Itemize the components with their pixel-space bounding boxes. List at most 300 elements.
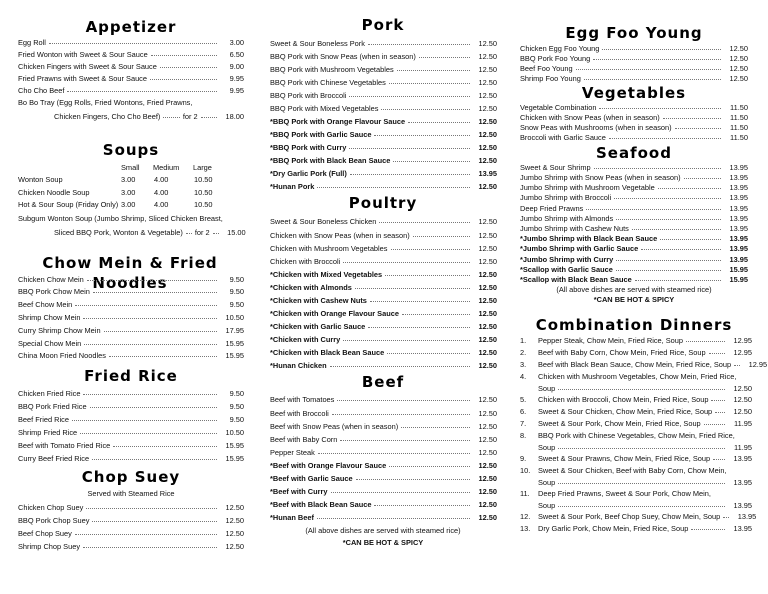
dot-leader	[385, 275, 470, 276]
item-name: Deep Fried Prawns	[520, 203, 584, 213]
menu-item	[270, 320, 497, 333]
menu-item	[270, 128, 497, 141]
menu-item	[18, 439, 244, 452]
menu-item	[18, 527, 244, 540]
item-name: Sweet & Sour Boneless Chicken	[270, 217, 377, 227]
menu-item	[520, 453, 752, 465]
item-name: Beef with Broccoli	[270, 408, 329, 418]
dot-leader	[413, 236, 470, 237]
dot-leader	[387, 353, 470, 354]
dot-leader	[713, 459, 725, 460]
item-name: *Chicken with Black Bean Sauce	[270, 348, 385, 358]
menu-item	[270, 281, 497, 294]
item-price: 12.50	[478, 348, 497, 358]
item-price: 15.95	[225, 440, 244, 450]
dot-leader	[331, 492, 471, 493]
dot-leader	[332, 414, 470, 415]
item-price: 12.50	[478, 309, 497, 319]
section-heading-combination: Combination Dinners	[535, 316, 733, 334]
item-name: Chicken with Snow Peas (when in season)	[520, 113, 660, 122]
dot-leader	[723, 517, 729, 518]
item-number: 3.	[520, 360, 527, 369]
menu-item	[270, 37, 497, 50]
soup-price: 4.00	[154, 187, 169, 197]
item-price: 12.50	[478, 408, 497, 418]
dot-leader	[356, 479, 470, 480]
item-price: 12.50	[225, 515, 244, 525]
item-price: 12.50	[478, 434, 497, 444]
item-number: 11.	[520, 489, 530, 498]
item-price: 11.50	[730, 133, 748, 142]
dot-leader	[368, 327, 470, 328]
item-list-friedrice	[18, 387, 244, 465]
item-name: Shrimp Chow Mein	[18, 312, 81, 322]
menu-item	[270, 229, 497, 242]
spicy-note: *CAN BE HOT & SPICY	[593, 295, 675, 304]
dot-leader	[576, 69, 721, 70]
item-name: *Scallop with Black Bean Sauce	[520, 274, 632, 284]
item-price: 13.95	[729, 254, 748, 264]
item-price: 12.50	[729, 74, 748, 83]
item-name: Jumbo Shrimp with Snow Peas (when in season)	[520, 173, 681, 183]
dot-leader	[87, 280, 217, 281]
item-name: *Jumbo Shrimp with Curry	[520, 254, 614, 264]
menu-item	[520, 103, 748, 113]
item-price: 12.50	[478, 77, 497, 87]
menu-item	[270, 307, 497, 320]
item-price: 15.95	[225, 453, 244, 463]
item-number: 10.	[520, 466, 531, 475]
item-price: 13.95	[729, 224, 748, 234]
item-name: Fried Prawns with Sweet & Sour Sauce	[18, 74, 147, 83]
dot-leader	[370, 301, 470, 302]
menu-item	[270, 268, 497, 281]
soup-price: 10.50	[194, 187, 213, 197]
item-price: 18.00	[225, 111, 245, 121]
item-price: 12.50	[478, 335, 497, 345]
dot-leader	[201, 117, 217, 118]
item-price: 12.50	[478, 296, 497, 305]
item-name: Curry Beef Fried Rice	[18, 453, 90, 463]
item-list-beef	[270, 393, 497, 524]
item-name: *Hunan Chicken	[270, 361, 327, 371]
dot-leader	[691, 529, 725, 530]
item-price: 12.50	[729, 54, 748, 63]
dot-leader	[317, 518, 470, 519]
dot-leader	[213, 233, 219, 234]
item-name: *Chicken with Mixed Vegetables	[270, 269, 383, 279]
dot-leader	[711, 400, 725, 401]
menu-item	[18, 85, 244, 97]
item-price: 12.50	[733, 383, 752, 393]
item-name: BBQ Pork with Snow Peas (when in season)	[270, 51, 416, 61]
item-price: 6.50	[229, 50, 244, 59]
dot-leader	[318, 453, 470, 454]
soup-size-label: Large	[193, 163, 212, 172]
soup-price: 10.50	[194, 200, 213, 209]
dot-leader	[349, 96, 470, 97]
menu-item	[270, 215, 497, 228]
menu-item	[270, 89, 497, 102]
soup-size-label: Medium	[153, 163, 180, 172]
dot-leader	[586, 209, 721, 210]
item-price: 12.50	[478, 500, 497, 510]
item-name: *Chicken with Cashew Nuts	[270, 296, 367, 305]
menu-item	[18, 325, 244, 338]
item-list-appetizer	[18, 37, 244, 123]
item-price: 9.95	[229, 74, 244, 83]
menu-item	[270, 294, 497, 307]
item-price: 13.95	[729, 234, 748, 244]
item-name: Chicken with Mushroom Vegetables, Chow Mein, Fried Rice,	[538, 372, 737, 381]
dot-leader	[616, 219, 721, 220]
item-number: 7.	[520, 419, 527, 428]
menu-item	[18, 37, 244, 49]
item-name: Chicken Fried Rice	[18, 388, 81, 398]
menu-item	[270, 346, 497, 359]
dot-leader	[684, 178, 721, 179]
item-price: 12.50	[478, 116, 497, 126]
menu-item	[18, 226, 244, 240]
item-name: Bo Bo Tray (Egg Rolls, Fried Wontons, Fried Prawns,	[18, 98, 193, 107]
menu-item	[270, 511, 497, 524]
menu-item	[520, 224, 748, 234]
menu-item	[520, 54, 748, 64]
soup-name: Hot & Sour Soup (Friday Only)	[18, 200, 119, 209]
dot-leader	[75, 534, 217, 535]
item-price: 12.50	[478, 474, 497, 483]
section-heading-chowmein: Chow Mein & Fried Noodles	[42, 254, 218, 292]
menu-item	[270, 255, 497, 268]
item-name: Chicken with Broccoli	[270, 256, 341, 266]
item-name: *Jumbo Shrimp with Black Bean Sauce	[520, 234, 658, 244]
item-name: BBQ Pork with Chinese Vegetables	[270, 77, 386, 87]
menu-item	[270, 102, 497, 115]
dot-leader	[389, 466, 470, 467]
section-heading-vegetables: Vegetables	[581, 84, 687, 102]
item-name: Shrimp Chop Suey	[18, 541, 81, 551]
item-price: 12.50	[478, 90, 497, 100]
item-price: 13.95	[733, 454, 752, 463]
soup-price: 4.00	[154, 200, 169, 209]
dot-leader	[83, 318, 217, 319]
item-number: 1.	[520, 336, 527, 345]
item-name: Soup	[538, 442, 556, 452]
item-price: 15.95	[225, 351, 244, 361]
dot-leader	[343, 340, 470, 341]
spicy-note: *CAN BE HOT & SPICY	[342, 538, 424, 547]
menu-item	[270, 141, 497, 154]
dot-leader	[86, 508, 217, 509]
item-name: Sweet & Sour Chicken, Beef with Baby Corn, Chow Mein,	[538, 466, 727, 475]
menu-item	[520, 359, 768, 371]
item-price: 12.50	[478, 513, 497, 523]
item-name: Soup	[538, 500, 556, 510]
item-price: 13.95	[729, 213, 748, 223]
item-price: 11.50	[730, 123, 748, 132]
item-name: Vegetable Combination	[520, 103, 597, 112]
section-heading-beef: Beef	[361, 373, 405, 391]
menu-item	[520, 488, 752, 500]
menu-item	[520, 193, 748, 203]
soup-price: 3.00	[121, 175, 136, 184]
item-price: 15.00	[227, 228, 246, 237]
item-name: *BBQ Pork with Garlic Sauce	[270, 129, 372, 139]
item-price: 11.50	[730, 113, 748, 122]
item-list-vegetables	[520, 103, 748, 143]
item-price: 13.95	[733, 500, 752, 510]
item-price: 12.95	[748, 360, 768, 369]
item-name: *Beef with Orange Flavour Sauce	[270, 460, 387, 470]
item-price: 12.50	[478, 322, 497, 332]
menu-item	[520, 204, 748, 214]
section-heading-pork: Pork	[361, 16, 405, 34]
item-name: Chicken with Snow Peas (when in season)	[270, 230, 410, 240]
dot-leader	[663, 118, 721, 119]
subgum-soup	[18, 212, 244, 240]
section-heading-poultry: Poultry	[348, 194, 418, 212]
dot-leader	[558, 483, 725, 484]
item-price: 12.50	[478, 243, 497, 253]
item-name: BBQ Pork with Mushroom Vegetables	[270, 64, 394, 74]
item-price: 9.50	[229, 287, 244, 297]
menu-item	[520, 214, 748, 224]
item-list-chopsuey	[18, 501, 244, 553]
soup-price: 10.50	[194, 175, 213, 184]
menu-item	[520, 430, 752, 442]
menu-item	[270, 446, 497, 459]
soup-size-headers	[0, 163, 250, 173]
dot-leader	[614, 198, 721, 199]
dot-leader	[558, 506, 725, 507]
item-name: Curry Shrimp Chow Mein	[18, 325, 101, 335]
soup-size-label: Small	[121, 163, 140, 172]
item-list-eggfooyoung	[520, 44, 748, 84]
menu-item	[18, 49, 244, 61]
dot-leader	[558, 389, 725, 390]
item-price: 9.95	[229, 86, 244, 95]
item-number: 9.	[520, 454, 527, 463]
soup-price: 3.00	[121, 187, 136, 197]
dot-leader	[75, 305, 217, 306]
item-price: 17.95	[225, 325, 244, 335]
item-name: Chicken Egg Foo Young	[520, 44, 600, 53]
item-name: *Beef with Garlic Sauce	[270, 474, 353, 483]
dot-leader	[401, 427, 470, 428]
item-name: *Jumbo Shrimp with Garlic Sauce	[520, 244, 639, 254]
dot-leader	[393, 161, 470, 162]
item-price: 13.95	[729, 183, 748, 193]
dot-leader	[67, 91, 217, 92]
dot-leader	[599, 108, 721, 109]
item-name: Beef with Tomato Fried Rice	[18, 440, 111, 450]
dot-leader	[675, 128, 721, 129]
dot-leader	[397, 70, 470, 71]
dot-leader	[616, 270, 721, 271]
item-price: 13.95	[729, 173, 748, 183]
item-price: 12.50	[478, 447, 497, 457]
menu-item	[520, 442, 752, 454]
dot-leader	[632, 229, 721, 230]
menu-item	[520, 244, 748, 254]
item-price: 12.50	[478, 269, 497, 279]
item-name: *Dry Garlic Pork (Full)	[270, 168, 347, 178]
dot-leader	[641, 249, 721, 250]
dot-leader	[186, 233, 192, 234]
soup-price: 4.00	[154, 175, 169, 184]
item-name: Chicken Chop Suey	[18, 502, 84, 512]
dot-leader	[609, 138, 721, 139]
item-number: 6.	[520, 407, 527, 416]
dot-leader	[402, 314, 470, 315]
item-price: 12.50	[478, 64, 497, 74]
item-price: 13.95	[729, 244, 748, 254]
dot-leader	[350, 174, 470, 175]
item-name: Beef with Snow Peas (when in season)	[270, 421, 399, 431]
section-heading-eggfooyoung: Egg Foo Young	[565, 24, 703, 42]
menu-item	[520, 64, 748, 74]
menu-item	[18, 514, 244, 527]
item-name: Deep Fried Prawns, Sweet & Sour Pork, Chow Mein,	[538, 489, 711, 498]
dot-leader	[104, 331, 217, 332]
item-price: 12.50	[478, 103, 497, 113]
item-list-pork	[270, 37, 497, 193]
item-name: Beef with Tomatoes	[270, 395, 335, 405]
item-name: Beef Chop Suey	[18, 528, 72, 538]
menu-item	[270, 393, 497, 406]
item-price: 10.50	[225, 427, 244, 437]
item-price: 12.50	[729, 64, 748, 73]
item-price: 12.50	[225, 528, 244, 538]
item-name: Shrimp Fried Rice	[18, 427, 78, 437]
dot-leader	[368, 44, 470, 45]
item-name: BBQ Pork with Mixed Vegetables	[270, 103, 379, 113]
item-list-combination	[520, 335, 768, 535]
item-name: Pepper Steak, Chow Mein, Fried Rice, Soup	[538, 336, 684, 345]
item-name: Soup	[538, 477, 556, 487]
item-price: 12.50	[478, 361, 497, 371]
dot-leader	[734, 365, 740, 366]
dot-leader	[151, 55, 217, 56]
dot-leader	[594, 168, 721, 169]
item-price: 9.50	[229, 414, 244, 424]
dot-leader	[419, 57, 470, 58]
dot-leader	[635, 280, 721, 281]
item-name: Sweet & Sour Chicken, Chow Mein, Fried Rice, Soup	[538, 407, 713, 416]
item-price: 9.50	[229, 401, 244, 411]
item-price: 11.95	[734, 419, 752, 428]
soup-row	[18, 175, 258, 187]
dot-leader	[374, 505, 470, 506]
item-name: Sweet & Sour Boneless Pork	[270, 38, 365, 48]
dot-leader	[150, 79, 217, 80]
item-price: 12.50	[478, 421, 497, 431]
menu-item	[18, 338, 244, 351]
item-name: *Beef with Black Bean Sauce	[270, 500, 372, 510]
dot-leader	[113, 446, 217, 447]
item-list-seafood	[520, 163, 748, 285]
item-number: 4.	[520, 372, 527, 381]
item-price: 12.50	[733, 395, 752, 404]
dot-leader	[349, 148, 470, 149]
menu-item	[270, 433, 497, 446]
item-price: 13.95	[733, 524, 752, 533]
item-name: Chicken with Broccoli, Chow Mein, Fried Rice, Soup	[538, 395, 709, 404]
soup-name: Chicken Noodle Soup	[18, 187, 90, 197]
item-price: 12.50	[478, 155, 497, 165]
item-name: *Chicken with Garlic Sauce	[270, 322, 366, 332]
dot-leader	[381, 109, 470, 110]
item-price: 12.50	[478, 142, 497, 152]
dot-leader	[374, 135, 470, 136]
menu-item	[18, 73, 244, 85]
menu-item	[270, 498, 497, 511]
dot-leader	[330, 366, 470, 367]
menu-item	[270, 50, 497, 63]
menu-item	[520, 335, 752, 347]
dot-leader	[616, 260, 721, 261]
dot-leader	[602, 49, 721, 50]
item-name: Snow Peas with Mushrooms (when in season)	[520, 123, 672, 132]
item-price: 11.50	[730, 103, 748, 112]
menu-item	[520, 500, 752, 512]
item-name: Broccoli with Garlic Sauce	[520, 133, 606, 142]
section-heading-appetizer: Appetizer	[85, 18, 177, 36]
menu-item	[520, 371, 752, 383]
dot-leader	[391, 249, 471, 250]
item-price: 13.95	[729, 162, 748, 172]
item-price: 12.50	[733, 407, 752, 416]
item-price: 12.50	[478, 487, 497, 497]
menu-item	[520, 173, 748, 183]
item-price: 3.00	[229, 38, 244, 47]
item-price: 12.50	[478, 230, 497, 240]
menu-item	[520, 383, 752, 395]
soup-row	[18, 200, 258, 212]
dot-leader	[704, 424, 725, 425]
dot-leader	[163, 117, 179, 118]
dot-leader	[93, 292, 217, 293]
dot-leader	[709, 353, 725, 354]
item-name: Special Chow Mein	[18, 338, 82, 348]
item-name: Egg Roll	[18, 38, 46, 47]
item-price: 9.50	[229, 388, 244, 398]
dot-leader	[92, 459, 217, 460]
menu-item	[520, 265, 748, 275]
steamed-rice-note: (All above dishes are served with steamed rice)	[305, 526, 461, 535]
dot-leader	[90, 407, 217, 408]
menu-item	[18, 299, 244, 312]
item-name: Chicken with Mushroom Vegetables	[270, 243, 388, 253]
soup-price: 3.00	[121, 200, 136, 209]
dot-leader	[355, 288, 470, 289]
item-name: Beef with Baby Corn, Chow Mein, Fried Rice, Soup	[538, 348, 706, 357]
item-name: Pepper Steak	[270, 447, 315, 457]
item-name: Beef Fried Rice	[18, 414, 69, 424]
item-price: 11.95	[734, 442, 752, 452]
menu-item	[520, 255, 748, 265]
menu-item	[520, 477, 752, 489]
item-name: *Beef with Curry	[270, 487, 328, 497]
section-heading-seafood: Seafood	[596, 144, 672, 162]
item-name: China Moon Fried Noodles	[18, 351, 106, 361]
item-price: 10.50	[225, 312, 244, 322]
item-name: Beef with Baby Corn	[270, 434, 338, 444]
menu-item	[270, 115, 497, 128]
item-name: Chicken Fingers, Cho Cho Beef)	[54, 111, 161, 121]
dot-leader	[686, 341, 725, 342]
item-name: *Chicken with Curry	[270, 335, 341, 345]
